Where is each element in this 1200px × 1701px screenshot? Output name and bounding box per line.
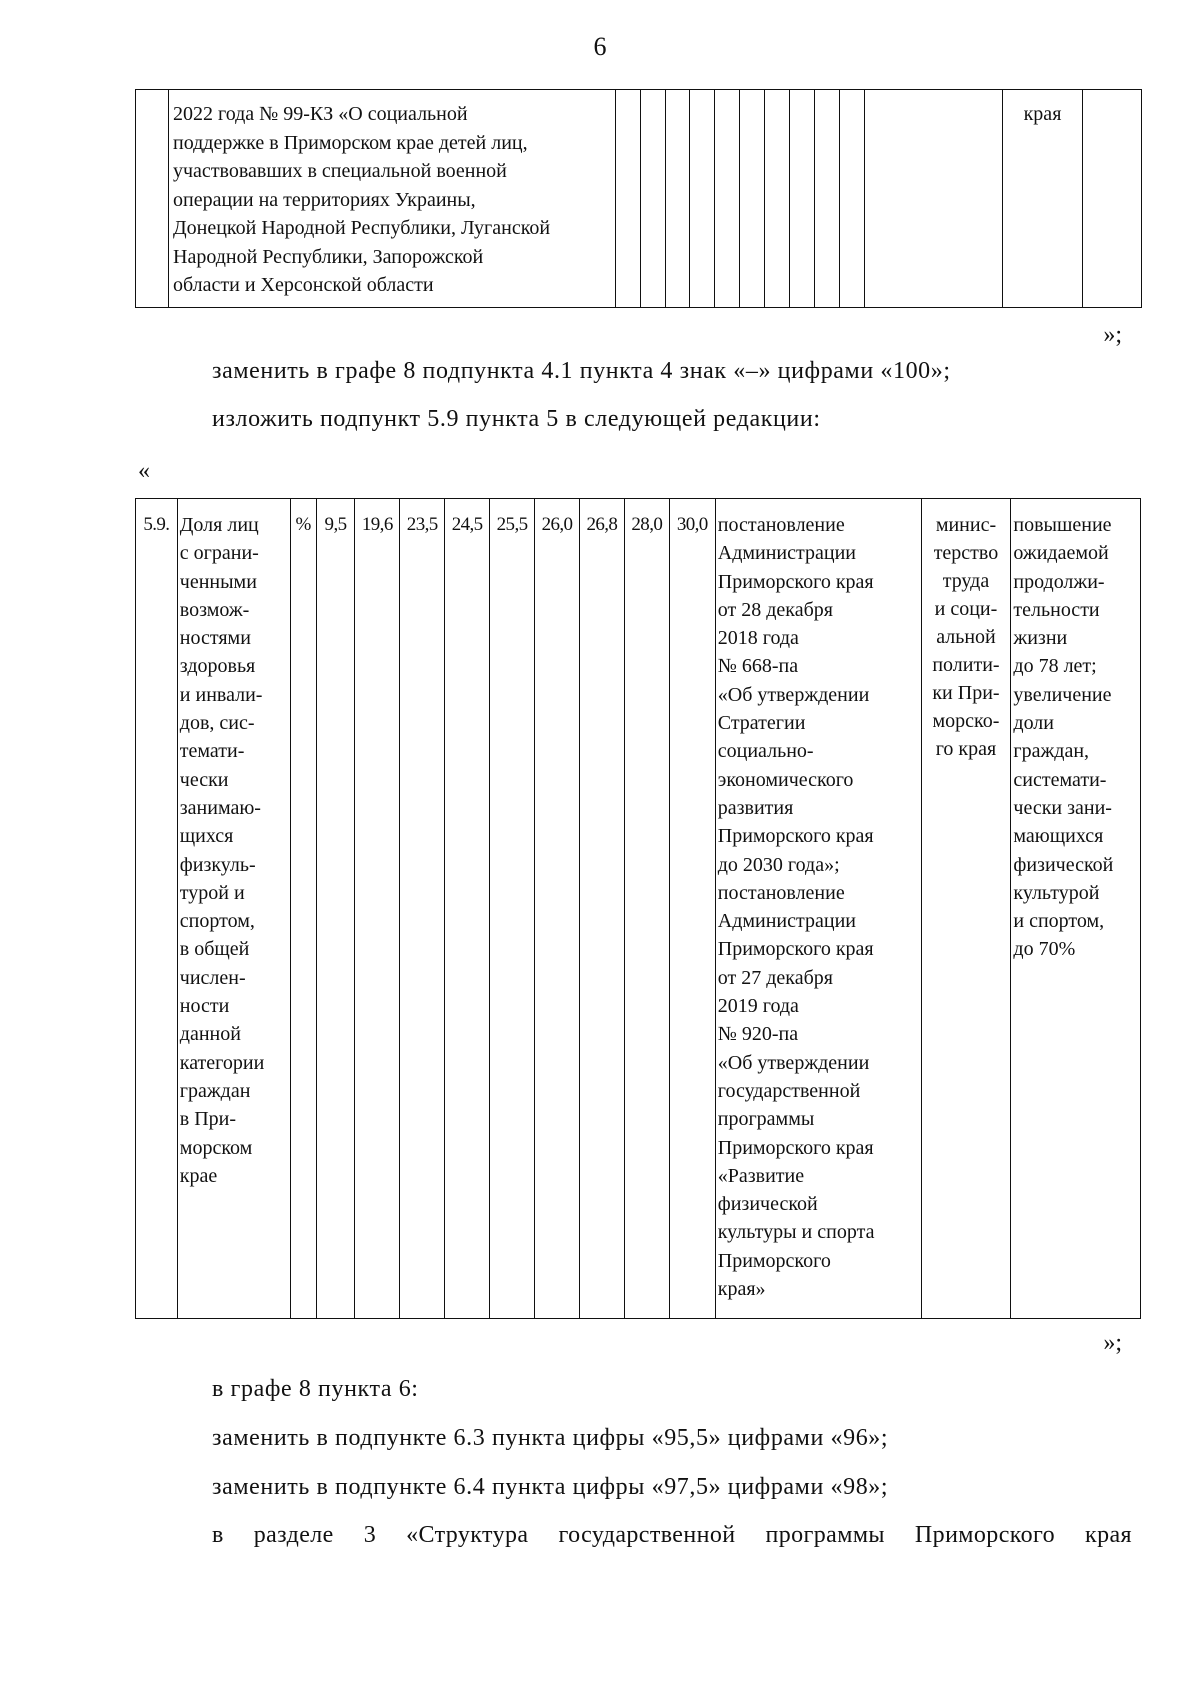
main-table <box>135 498 1141 1319</box>
value-cell: 28,0 <box>624 499 669 1319</box>
top-table-cell <box>740 90 765 308</box>
page-number: 6 <box>593 32 607 61</box>
top-table-cell <box>840 90 865 308</box>
closing-quote: »; <box>1103 322 1122 348</box>
top-table-region: края <box>1003 90 1083 308</box>
value-cell: 9,5 <box>316 499 355 1319</box>
top-table <box>135 89 1142 308</box>
top-table-cell <box>1083 90 1142 308</box>
value-cell: 24,5 <box>445 499 490 1319</box>
top-table-cell <box>690 90 715 308</box>
top-table-cell <box>641 90 666 308</box>
top-table-cell <box>136 90 169 308</box>
top-table-cell <box>815 90 840 308</box>
row-number: 5.9. <box>136 499 178 1319</box>
paragraph: заменить в подпункте 6.4 пункта цифры «97,5» цифрами «98»; <box>212 1474 889 1500</box>
top-table-cell <box>666 90 690 308</box>
paragraph: в разделе 3 «Структура государственной программы Приморского края <box>212 1522 1132 1548</box>
top-table-law-text: 2022 года № 99-КЗ «О социальной поддержке в Приморском крае детей лиц, участвовавших в специальной военной операции на территориях Украины, Донецкой Народной Республики, Луганской Народной Республики, Запорожской области и Херсонской области <box>169 90 616 308</box>
paragraph: заменить в подпункте 6.3 пункта цифры «95,5» цифрами «96»; <box>212 1425 889 1451</box>
value-cell: 25,5 <box>490 499 535 1319</box>
top-table-cell <box>790 90 815 308</box>
top-table-cell <box>715 90 740 308</box>
ministry-cell: минис- терство труда и соци- альной полити- ки При- морско- го края <box>921 499 1011 1319</box>
value-cell: 23,5 <box>400 499 445 1319</box>
paragraph: изложить подпункт 5.9 пункта 5 в следующей редакции: <box>212 406 821 432</box>
indicator-cell: Доля лиц с ограни- ченными возмож- ностями здоровья и инвали- дов, сис- темати- чески занимаю- щихся физкуль- турой и спортом, в общей числен- ности данной категории граждан в При- морском крае <box>177 499 290 1319</box>
paragraph: в графе 8 пункта 6: <box>212 1376 419 1402</box>
unit-cell: % <box>290 499 316 1319</box>
paragraph: заменить в графе 8 подпункта 4.1 пункта 4 знак «–» цифрами «100»; <box>212 358 951 384</box>
value-cell: 26,0 <box>535 499 580 1319</box>
top-table-cell <box>865 90 1003 308</box>
opening-quote: « <box>138 458 150 484</box>
document-cell: постановление Администрации Приморского края от 28 декабря 2018 года № 668-па «Об утверждении Стратегии социально- экономического развития Приморского края до 2030 года»; постановление Администрации Приморского края от 27 декабря 2019 года № 920-па «Об утверждении государственной программы Приморского края «Развитие физической культуры и спорта Приморского края» <box>715 499 921 1319</box>
closing-quote: »; <box>1103 1330 1122 1356</box>
top-table-cell <box>616 90 641 308</box>
top-table-cell <box>765 90 790 308</box>
value-cell: 19,6 <box>355 499 400 1319</box>
goal-cell: повышение ожидаемой продолжи- тельности жизни до 78 лет; увеличение доли граждан, системати- чески зани- мающихся физической культурой и спортом, до 70% <box>1011 499 1141 1319</box>
value-cell: 30,0 <box>669 499 715 1319</box>
value-cell: 26,8 <box>579 499 624 1319</box>
